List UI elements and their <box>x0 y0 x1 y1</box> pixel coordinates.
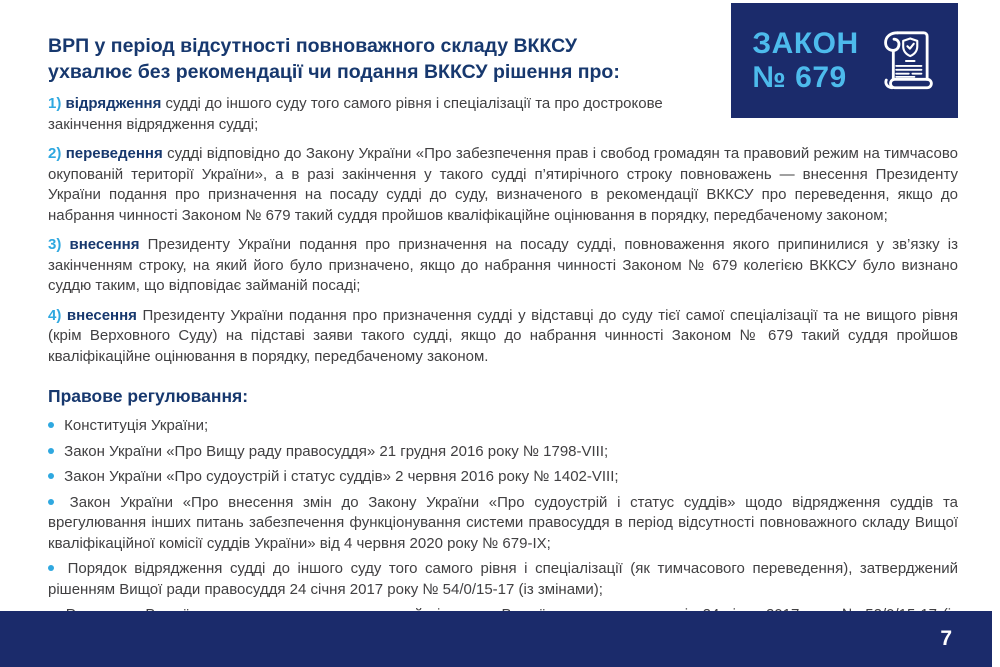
item-keyword: внесення <box>69 236 140 253</box>
legal-regulation-heading: Правове регулювання: <box>48 386 249 406</box>
item-number: 4) <box>48 306 62 324</box>
item-number: 2) <box>48 145 62 162</box>
legal-item <box>48 442 958 463</box>
badge-label-line-2: № 679 <box>752 60 847 94</box>
circle-bullet-icon <box>48 473 54 479</box>
intro-block <box>48 34 710 135</box>
item-keyword: внесення <box>66 306 137 324</box>
page-title <box>48 34 710 85</box>
item-keyword: відрядження <box>65 95 162 112</box>
decision-item-3 <box>48 235 958 297</box>
page-number: 7 <box>940 627 952 650</box>
badge-label-line-1: ЗАКОН <box>752 26 859 60</box>
circle-bullet-icon <box>48 499 54 505</box>
footer-bar <box>0 611 992 667</box>
decision-item-1 <box>48 94 710 135</box>
legal-item-text: Порядок відрядження судді до іншого суду того самого рівня і спеціалізації (як тимчасового переведення), затверджений рішенням Вищої ради правосуддя 24 січня 2017 року № 54/0/15-17 (із змінами); <box>48 560 958 598</box>
item-number: 1) <box>48 95 62 112</box>
page-title-line-1: ВРП у період відсутності повноважного складу ВККСУ <box>48 35 578 57</box>
legal-item <box>48 559 958 600</box>
legal-item-text: Закон України «Про внесення змін до Закону України «Про судоустрій і статус суддів» щодо відрядження суддів та врегулювання інших питань забезпечення функціонування системи правосуддя в період відсутності повноважного складу Вищої кваліфікаційної комісії суддів України» від 4 червня 2020 року № 679-IX; <box>48 493 958 552</box>
legal-item-text: Конституція України; <box>64 417 209 434</box>
circle-bullet-icon <box>48 448 54 454</box>
item-text: судді відповідно до Закону України «Про забезпечення прав і свобод громадян та правовий режим на тимчасово окупованій території України», а в разі закінчення у такого судді п’ятирічного строку повноважень — внесення Президенту України подання про призначення на посаду судді до суду, визначеного в рекомендації ВККСУ про переведення, якщо до набрання чинності Законом № 679 такий суддя пройшов кваліфікаційне оцінювання в порядку, передбаченому законом; <box>48 145 959 224</box>
circle-bullet-icon <box>48 422 54 428</box>
circle-bullet-icon <box>48 565 54 571</box>
content <box>48 34 958 651</box>
legal-item-text: Закон України «Про судоустрій і статус суддів» 2 червня 2016 року № 1402-VIII; <box>64 468 619 485</box>
page-title-line-2: ухвалює без рекомендації чи подання ВККСУ рішення про: <box>48 60 620 83</box>
item-text: Президенту України подання про призначення судді у відставці до суду тієї самої спеціалізації та не вищого рівня (крім Верховного Суду) на підставі заяви такого судді, якщо до набрання чинності Законом № 679 такий суддя пройшов кваліфікаційне оцінювання в порядку, передбаченому законом. <box>48 306 959 365</box>
legal-item <box>48 416 958 437</box>
decision-item-4 <box>48 306 958 368</box>
legal-item-text: Закон України «Про Вищу раду правосуддя» 21 грудня 2016 року № 1798-VIII; <box>64 442 609 460</box>
item-text: Президенту України подання про призначення на посаду судді, повноваження якого припинилися у зв’язку із закінченням строку, на який його було призначено, якщо до набрання чинності Законом № 679 колегією ВККСУ було визнано суддю таким, що відповідає займаній посаді; <box>48 236 958 294</box>
legal-item <box>48 467 958 488</box>
item-keyword: переведення <box>65 145 163 162</box>
item-number: 3) <box>48 236 62 253</box>
legal-item <box>48 493 958 555</box>
item-text: судді до іншого суду того самого рівня і спеціалізації та про дострокове закінчення відрядження судді; <box>48 95 663 133</box>
decision-item-2 <box>48 144 958 226</box>
